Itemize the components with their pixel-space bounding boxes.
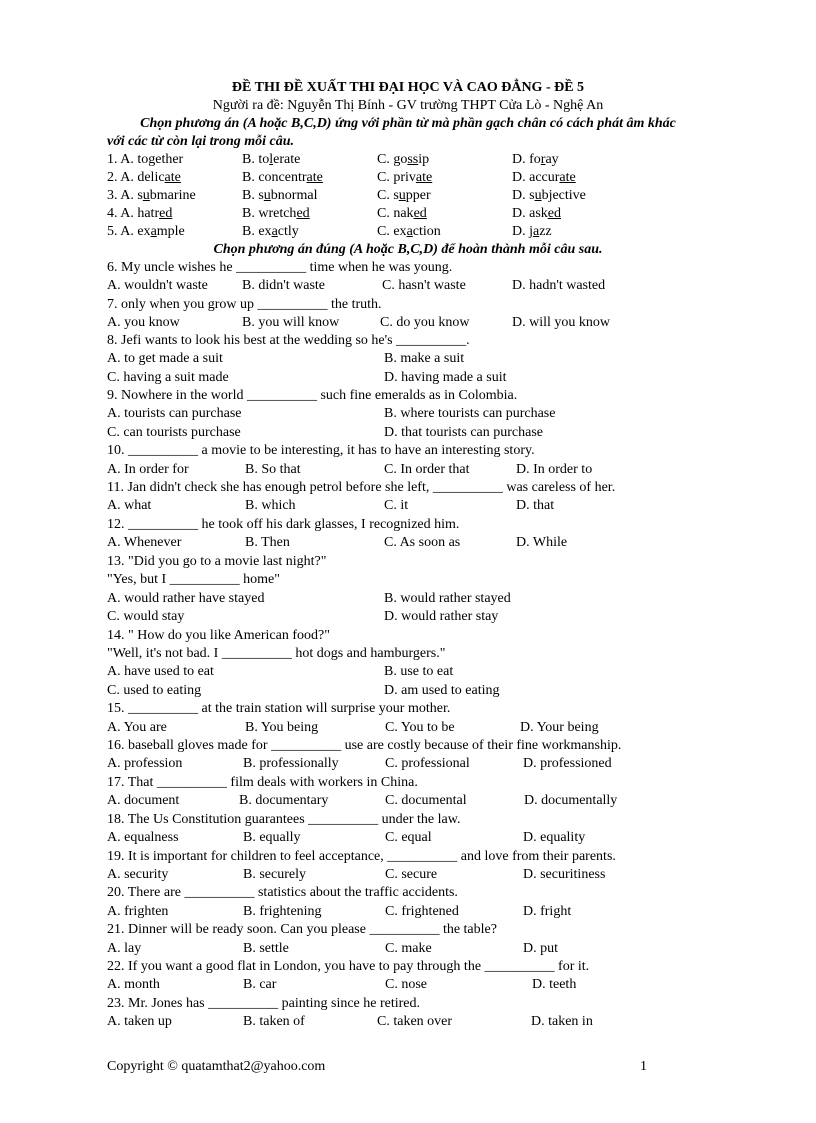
option-a: A. tourists can purchase xyxy=(107,406,242,421)
option-d: D. that xyxy=(516,498,555,513)
question-9-stem: 9. Nowhere in the world __________ such fine emeralds as in Colombia. xyxy=(107,388,518,403)
question-15-stem: 15. __________ at the train station will surprise your mother. xyxy=(107,701,451,716)
option-c: C. make xyxy=(385,941,432,956)
question-11-stem: 11. Jan didn't check she has enough petrol before she left, __________ was careless of her. xyxy=(107,480,616,495)
option-b: B. Then xyxy=(245,535,290,550)
option-a: A. month xyxy=(107,977,160,992)
option-b: B. didn't waste xyxy=(242,278,326,293)
option-a: A. have used to eat xyxy=(107,664,214,679)
option-b: B. where tourists can purchase xyxy=(384,406,556,421)
question-23-stem: 23. Mr. Jones has __________ painting since he retired. xyxy=(107,996,421,1011)
option-c: C. supper xyxy=(377,188,431,203)
option-c: C. As soon as xyxy=(384,535,461,550)
option-d: D. securitiness xyxy=(523,867,606,882)
option-b: B. make a suit xyxy=(384,351,465,366)
option-c: C. private xyxy=(377,170,433,185)
option-d: D. asked xyxy=(512,206,561,221)
option-c: C. having a suit made xyxy=(107,370,229,385)
option-d: D. hadn't wasted xyxy=(512,278,606,293)
option-c: C. exaction xyxy=(377,224,441,239)
option-a: A. you know xyxy=(107,315,180,330)
option-a: A. equalness xyxy=(107,830,179,845)
question-6-stem: 6. My uncle wishes he __________ time when he was young. xyxy=(107,260,453,275)
question-13-stem: 13. "Did you go to a movie last night?" xyxy=(107,554,327,569)
option-a: A. Whenever xyxy=(107,535,182,550)
question-16-stem: 16. baseball gloves made for __________ use are costly because of their fine workmanship. xyxy=(107,738,622,753)
option-a: A. lay xyxy=(107,941,142,956)
option-a: A. profession xyxy=(107,756,183,771)
question-10-stem: 10. __________ a movie to be interesting, it has to have an interesting story. xyxy=(107,443,535,458)
option-b: B. exactly xyxy=(242,224,299,239)
option-d: D. documentally xyxy=(524,793,618,808)
option-c: C. used to eating xyxy=(107,683,202,698)
option-b: B. concentrate xyxy=(242,170,323,185)
footer-copyright: Copyright © quatamthat2@yahoo.com xyxy=(107,1059,326,1074)
section2-instruction: Chọn phương án đúng (A hoặc B,C,D) để hoàn thành mỗi câu sau. xyxy=(213,242,603,257)
option-d: D. In order to xyxy=(516,462,593,477)
question-21-stem: 21. Dinner will be ready soon. Can you please __________ the table? xyxy=(107,922,497,937)
option-b: B. settle xyxy=(243,941,289,956)
option-c: C. do you know xyxy=(380,315,470,330)
option-d: D. equality xyxy=(523,830,586,845)
option-d: D. put xyxy=(523,941,558,956)
option-c: C. it xyxy=(384,498,409,513)
option-b: B. So that xyxy=(245,462,301,477)
option-b: B. you will know xyxy=(242,315,340,330)
option-c: C. professional xyxy=(385,756,470,771)
section1-instruction: Chọn phương án (A hoặc B,C,D) ứng với phần từ mà phần gạch chân có cách phát âm khác xyxy=(140,116,676,131)
option-b: B. wretched xyxy=(242,206,310,221)
exam-title: ĐỀ THI ĐỀ XUẤT THI ĐẠI HỌC VÀ CAO ĐẲNG - ĐỀ 5 xyxy=(231,80,585,95)
option-a: A. what xyxy=(107,498,152,513)
option-d: D. subjective xyxy=(512,188,586,203)
option-d: D. jazz xyxy=(512,224,552,239)
option-d: D. Your being xyxy=(520,720,599,735)
option-c: C. naked xyxy=(377,206,427,221)
option-c: C. would stay xyxy=(107,609,185,624)
option-c: C. In order that xyxy=(384,462,470,477)
option-a: 4. A. hatred xyxy=(107,206,173,221)
option-a: 3. A. submarine xyxy=(107,188,196,203)
question-20-stem: 20. There are __________ statistics about the traffic accidents. xyxy=(107,885,458,900)
option-a: 1. A. together xyxy=(107,152,184,167)
option-c: C. taken over xyxy=(377,1014,453,1029)
option-b: B. You being xyxy=(245,720,319,735)
option-b: B. securely xyxy=(243,867,306,882)
option-a: A. wouldn't waste xyxy=(107,278,208,293)
question-8-stem: 8. Jefi wants to look his best at the wedding so he's __________. xyxy=(107,333,470,348)
option-d: D. having made a suit xyxy=(384,370,507,385)
option-a: A. frighten xyxy=(107,904,169,919)
option-d: D. While xyxy=(516,535,568,550)
question-14-stem: 14. " How do you like American food?" xyxy=(107,628,330,643)
exam-author: Người ra đề: Nguyễn Thị Bính - GV trường THPT Cửa Lò - Nghệ An xyxy=(212,98,604,113)
option-d: D. will you know xyxy=(512,315,610,330)
section1-instruction-cont: với các từ còn lại trong mỗi câu. xyxy=(107,134,295,149)
option-c: C. nose xyxy=(385,977,427,992)
option-d: D. professioned xyxy=(523,756,612,771)
option-b: B. use to eat xyxy=(384,664,454,679)
question-13-stem-2: "Yes, but I __________ home" xyxy=(107,572,280,587)
question-14-stem-2: "Well, it's not bad. I __________ hot dogs and hamburgers." xyxy=(107,646,446,661)
option-a: A. In order for xyxy=(107,462,189,477)
option-b: B. subnormal xyxy=(242,188,318,203)
option-c: C. frightened xyxy=(385,904,459,919)
option-d: D. taken in xyxy=(531,1014,593,1029)
option-b: B. car xyxy=(243,977,277,992)
option-c: C. secure xyxy=(385,867,438,882)
option-c: C. You to be xyxy=(385,720,455,735)
option-b: B. tolerate xyxy=(242,152,301,167)
question-12-stem: 12. __________ he took off his dark glasses, I recognized him. xyxy=(107,517,460,532)
option-c: C. gossip xyxy=(377,152,430,167)
option-c: C. can tourists purchase xyxy=(107,425,241,440)
option-d: D. fright xyxy=(523,904,572,919)
option-c: C. documental xyxy=(385,793,467,808)
option-a: A. to get made a suit xyxy=(107,351,223,366)
option-a: A. would rather have stayed xyxy=(107,591,265,606)
question-17-stem: 17. That __________ film deals with workers in China. xyxy=(107,775,418,790)
question-18-stem: 18. The Us Constitution guarantees __________ under the law. xyxy=(107,812,461,827)
option-a: A. You are xyxy=(107,720,167,735)
option-b: B. which xyxy=(245,498,296,513)
option-b: B. frightening xyxy=(243,904,322,919)
option-a: A. security xyxy=(107,867,169,882)
option-b: B. taken of xyxy=(243,1014,305,1029)
option-d: D. that tourists can purchase xyxy=(384,425,544,440)
option-b: B. would rather stayed xyxy=(384,591,511,606)
option-d: D. would rather stay xyxy=(384,609,499,624)
option-c: C. hasn't waste xyxy=(382,278,466,293)
option-a: A. taken up xyxy=(107,1014,172,1029)
option-c: C. equal xyxy=(385,830,432,845)
option-d: D. accurate xyxy=(512,170,576,185)
option-a: A. document xyxy=(107,793,180,808)
question-19-stem: 19. It is important for children to feel acceptance, __________ and love from their parents. xyxy=(107,849,616,864)
option-d: D. am used to eating xyxy=(384,683,500,698)
option-b: B. documentary xyxy=(239,793,329,808)
option-d: D. foray xyxy=(512,152,559,167)
option-a: 2. A. delicate xyxy=(107,170,181,185)
option-b: B. professionally xyxy=(243,756,339,771)
option-b: B. equally xyxy=(243,830,301,845)
question-22-stem: 22. If you want a good flat in London, you have to pay through the __________ for it. xyxy=(107,959,590,974)
page-number: 1 xyxy=(640,1059,647,1074)
option-d: D. teeth xyxy=(532,977,577,992)
question-7-stem: 7. only when you grow up __________ the truth. xyxy=(107,297,382,312)
option-a: 5. A. example xyxy=(107,224,185,239)
